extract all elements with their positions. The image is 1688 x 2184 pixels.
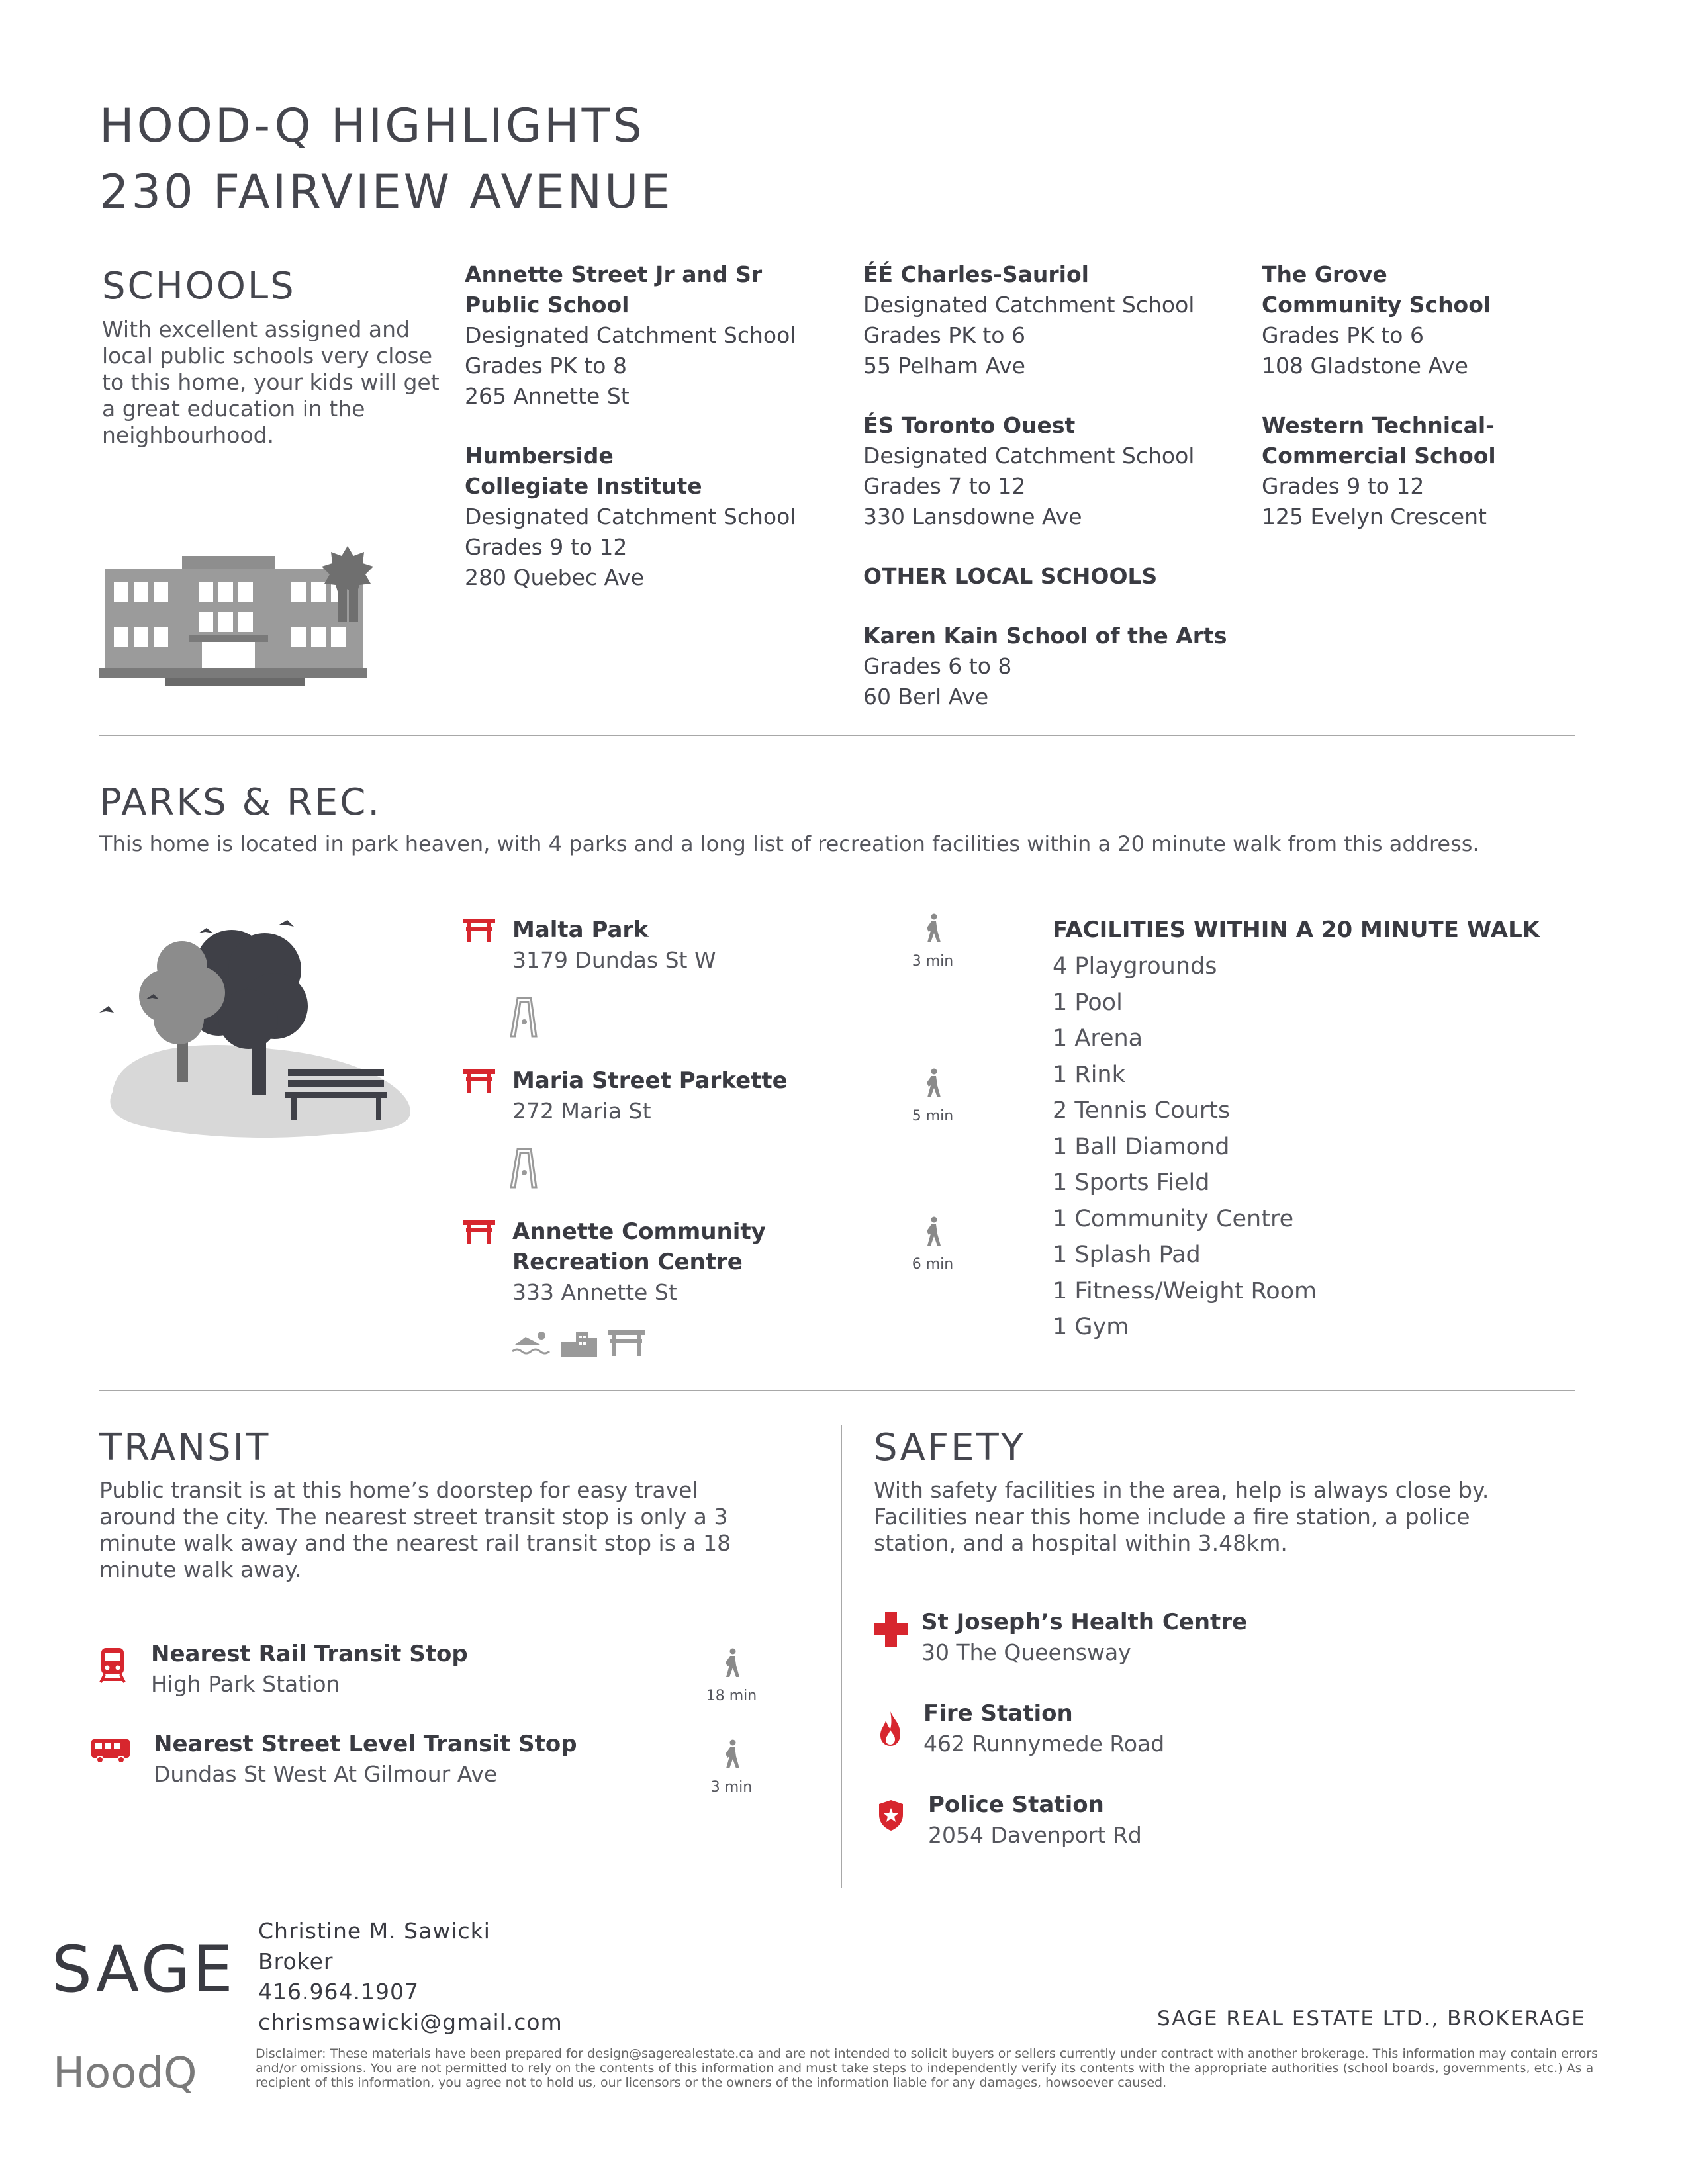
hospital-address: 30 The Queensway (921, 1639, 1131, 1665)
title-line-2: 230 FAIRVIEW AVENUE (99, 165, 673, 219)
walk-time-label: 5 min (912, 1108, 954, 1124)
section-divider (99, 735, 1575, 736)
street-stop-label: Nearest Street Level Transit Stop (154, 1731, 577, 1757)
police-station-name: Police Station (928, 1792, 1104, 1818)
agent-name: Christine M. Sawicki (258, 1918, 491, 1944)
school-charles-sauriol (863, 259, 1247, 381)
park-address: 333 Annette St (512, 1279, 677, 1305)
schools-heading: SCHOOLS (102, 265, 296, 308)
school-humberside (465, 441, 862, 593)
school-type: Designated Catchment School (863, 292, 1195, 318)
school-address: 125 Evelyn Crescent (1262, 504, 1487, 529)
school-address: 265 Annette St (465, 383, 630, 409)
agent-contact (258, 1916, 563, 2038)
police-badge-icon (878, 1799, 904, 1832)
school-grades: Grades 6 to 8 (863, 653, 1012, 679)
police-station-address: 2054 Davenport Rd (928, 1822, 1142, 1848)
facility-item: 1 Splash Pad (1053, 1242, 1201, 1268)
facility-item: 1 Community Centre (1053, 1205, 1294, 1232)
park-address: 272 Maria St (512, 1098, 651, 1124)
bus-icon (90, 1738, 131, 1764)
column-divider (841, 1425, 842, 1888)
school-western-technical (1262, 410, 1593, 532)
park-name: Malta Park (512, 917, 649, 943)
school-address: 55 Pelham Ave (863, 353, 1025, 379)
train-icon (99, 1647, 126, 1684)
school-grades: Grades PK to 6 (863, 322, 1025, 348)
school-grades: Grades 7 to 12 (863, 473, 1026, 499)
picnic-table-icon (463, 919, 495, 942)
picnic-table-icon (463, 1069, 495, 1093)
school-type: Designated Catchment School (465, 504, 796, 529)
school-name: Karen Kain School of the Arts (863, 623, 1227, 649)
facility-item: 1 Fitness/Weight Room (1053, 1277, 1317, 1304)
school-address: 108 Gladstone Ave (1262, 353, 1468, 379)
facility-item: 1 Sports Field (1053, 1169, 1210, 1196)
facility-item: 1 Pool (1053, 989, 1123, 1016)
playground-slide-icon (510, 997, 538, 1038)
school-annette (465, 259, 862, 412)
park-name: Maria Street Parkette (512, 1068, 788, 1094)
park-address: 3179 Dundas St W (512, 947, 716, 973)
school-name: Collegiate Institute (465, 473, 702, 499)
school-address: 330 Lansdowne Ave (863, 504, 1082, 529)
walking-person-icon (925, 1068, 942, 1099)
section-divider (99, 1390, 1575, 1391)
school-type: Designated Catchment School (863, 443, 1195, 469)
school-name: Western Technical- (1262, 412, 1495, 438)
school-name: Humberside (465, 443, 614, 469)
safety-intro: With safety facilities in the area, help is always close by. Facilities near this home include a fire station, a police station, and a hospital within 3.48km. (874, 1477, 1489, 1556)
transit-heading: TRANSIT (99, 1426, 271, 1469)
walking-person-icon (925, 1216, 942, 1247)
school-address: 280 Quebec Ave (465, 565, 645, 590)
school-karen-kain (863, 621, 1247, 712)
facility-item: 1 Gym (1053, 1314, 1129, 1340)
agent-email[interactable]: chrismsawicki@gmail.com (258, 2009, 563, 2035)
facility-item: 1 Ball Diamond (1053, 1133, 1230, 1160)
title-line-1: HOOD-Q HIGHLIGHTS (99, 99, 645, 153)
facility-item: 2 Tennis Courts (1053, 1097, 1231, 1124)
sage-logo: SAGE (52, 1933, 236, 2007)
school-grades: Grades 9 to 12 (465, 534, 628, 560)
hospital-cross-icon (872, 1611, 910, 1648)
facility-item: 4 Playgrounds (1053, 953, 1217, 979)
disclaimer-text: Disclaimer: These materials have been prepared for design@sagerealestate.ca and are not intended to solicit buyers or sellers currently under contract with another brokerage. This information may contain errors and/or omissions. You are not permitted to rely on the contents of this information and must take steps to independently verify its contents with the appropriate authorities (school boards, governments, etc.) As a recipient of this information, you agree not to hold us, our licensors or the owners of the information liable for any damages, howsoever caused. (256, 2046, 1599, 2090)
transit-intro: Public transit is at this home’s doorstep for easy travel around the city. The nearest street transit stop is only a 3 minute walk away and the nearest rail transit stop is a 18 minute walk away. (99, 1477, 731, 1582)
hospital-name: St Joseph’s Health Centre (921, 1609, 1248, 1635)
swimming-icon (511, 1330, 552, 1357)
school-type: Designated Catchment School (465, 322, 796, 348)
facility-item: 1 Arena (1053, 1025, 1143, 1052)
facilities-list (1053, 948, 1516, 1345)
agent-phone[interactable]: 416.964.1907 (258, 1979, 419, 2005)
playground-slide-icon (510, 1148, 538, 1189)
park-name: Annette Community (512, 1218, 766, 1245)
other-schools-heading: OTHER LOCAL SCHOOLS (863, 563, 1158, 589)
school-building-icon (99, 543, 391, 688)
brokerage-name: SAGE REAL ESTATE LTD., BROKERAGE (1157, 2007, 1586, 2030)
school-name: Public School (465, 292, 630, 318)
walking-person-icon (724, 1648, 741, 1678)
facilities-heading: FACILITIES WITHIN A 20 MINUTE WALK (1053, 917, 1540, 943)
school-name: The Grove (1262, 261, 1387, 287)
school-toronto-ouest (863, 410, 1247, 532)
parks-heading: PARKS & REC. (99, 781, 382, 824)
fire-station-name: Fire Station (923, 1700, 1073, 1727)
facility-item: 1 Rink (1053, 1061, 1125, 1088)
rail-stop-name: High Park Station (151, 1671, 340, 1697)
parks-intro: This home is located in park heaven, with 4 parks and a long list of recreation facilities within a 20 minute walk from this address. (99, 831, 1479, 856)
school-the-grove (1262, 259, 1593, 381)
rail-stop-label: Nearest Rail Transit Stop (151, 1641, 468, 1667)
park-trees-icon (99, 913, 417, 1158)
community-building-icon (560, 1329, 598, 1357)
school-grades: Grades 9 to 12 (1262, 473, 1425, 499)
school-column-2 (863, 259, 1247, 712)
walking-person-icon (724, 1739, 741, 1770)
agent-title: Broker (258, 1948, 334, 1974)
walking-person-icon (925, 913, 942, 944)
schools-intro: With excellent assigned and local public schools very close to this home, your kids will get a great education in the neighbourhood. (102, 316, 440, 448)
school-name: Commercial School (1262, 443, 1496, 469)
school-address: 60 Berl Ave (863, 684, 989, 709)
walk-time-label: 18 min (706, 1688, 757, 1704)
school-grades: Grades PK to 6 (1262, 322, 1424, 348)
fire-icon (879, 1710, 902, 1747)
picnic-table-icon (463, 1220, 495, 1244)
school-name: ÉÉ Charles-Sauriol (863, 261, 1089, 287)
walk-time-label: 3 min (912, 953, 954, 970)
school-column-3 (1262, 259, 1593, 532)
walk-time-label: 3 min (710, 1779, 753, 1796)
school-name: ÉS Toronto Ouest (863, 412, 1076, 438)
safety-heading: SAFETY (874, 1426, 1025, 1469)
street-stop-name: Dundas St West At Gilmour Ave (154, 1761, 498, 1787)
walk-time-label: 6 min (912, 1256, 954, 1273)
school-name: Community School (1262, 292, 1491, 318)
page-title (99, 93, 673, 225)
picnic-table-grey-icon (608, 1330, 645, 1357)
school-grades: Grades PK to 8 (465, 353, 627, 379)
fire-station-address: 462 Runnymede Road (923, 1731, 1165, 1756)
school-column-1 (465, 259, 862, 593)
park-name: Recreation Centre (512, 1249, 743, 1275)
school-name: Annette Street Jr and Sr (465, 261, 763, 287)
hoodq-logo: HoodQ (53, 2049, 197, 2098)
